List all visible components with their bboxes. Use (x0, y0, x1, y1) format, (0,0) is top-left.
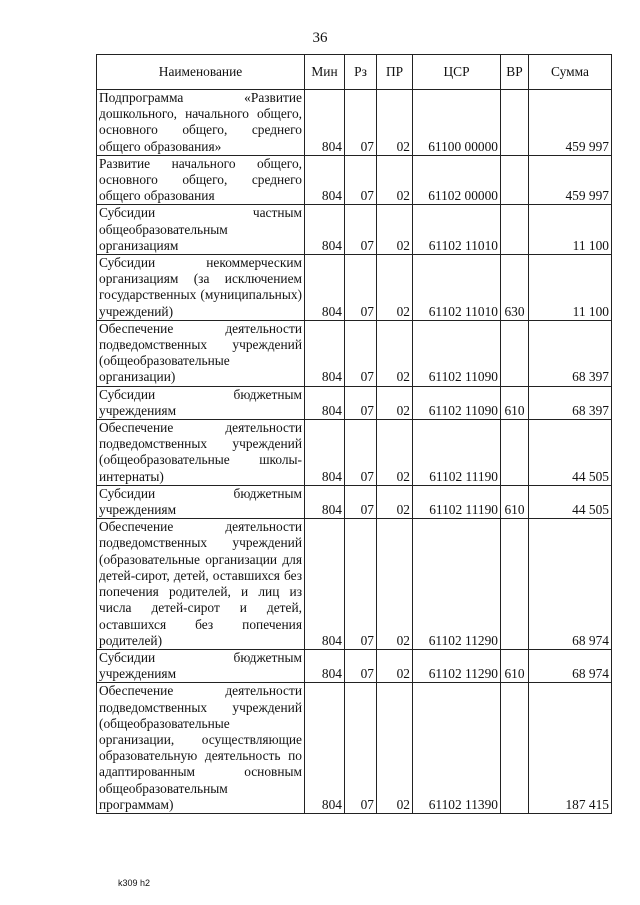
cell-pr: 02 (377, 485, 413, 518)
table-header-row (97, 55, 612, 90)
cell-sum: 68 397 (529, 386, 612, 419)
cell-rz: 07 (345, 420, 377, 486)
cell-rz: 07 (345, 255, 377, 321)
header-rz: Рз (345, 55, 377, 90)
cell-vr (501, 205, 529, 255)
cell-csr: 61102 11010 (413, 205, 501, 255)
cell-sum: 44 505 (529, 485, 612, 518)
cell-csr: 61100 00000 (413, 90, 501, 156)
table-row (97, 320, 612, 386)
cell-sum: 68 397 (529, 320, 612, 386)
cell-rz: 07 (345, 155, 377, 205)
cell-min: 804 (305, 155, 345, 205)
cell-rz: 07 (345, 386, 377, 419)
cell-sum: 68 974 (529, 519, 612, 650)
cell-vr (501, 420, 529, 486)
header-csr: ЦСР (413, 55, 501, 90)
cell-vr: 610 (501, 485, 529, 518)
table-row (97, 90, 612, 156)
header-vr: ВР (501, 55, 529, 90)
cell-vr (501, 320, 529, 386)
cell-csr: 61102 11290 (413, 649, 501, 682)
table-row (97, 420, 612, 486)
cell-sum: 68 974 (529, 649, 612, 682)
cell-pr: 02 (377, 683, 413, 814)
table-row (97, 255, 612, 321)
cell-csr: 61102 11190 (413, 485, 501, 518)
cell-pr: 02 (377, 420, 413, 486)
cell-pr: 02 (377, 90, 413, 156)
cell-name: Обеспечение деятельности подведомственных учреждений (общеобразовательные организации, осуществляющие образовательную деятельность по адаптированным основным общеобразовательным программам) (97, 683, 305, 814)
cell-csr: 61102 11090 (413, 320, 501, 386)
cell-min: 804 (305, 386, 345, 419)
cell-pr: 02 (377, 155, 413, 205)
cell-sum: 459 997 (529, 90, 612, 156)
table-row (97, 683, 612, 814)
table-row (97, 649, 612, 682)
page-number: 36 (312, 30, 328, 46)
cell-name: Подпрограмма «Развитие дошкольного, начального общего, основного общего, среднего общего образования» (97, 90, 305, 156)
cell-rz: 07 (345, 649, 377, 682)
cell-min: 804 (305, 519, 345, 650)
cell-name: Развитие начального общего, основного общего, среднего общего образования (97, 155, 305, 205)
cell-min: 804 (305, 205, 345, 255)
cell-vr (501, 519, 529, 650)
cell-sum: 11 100 (529, 255, 612, 321)
cell-csr: 61102 11390 (413, 683, 501, 814)
cell-vr (501, 90, 529, 156)
cell-vr (501, 155, 529, 205)
cell-csr: 61102 00000 (413, 155, 501, 205)
cell-min: 804 (305, 420, 345, 486)
cell-name: Обеспечение деятельности подведомственных учреждений (общеобразовательные организации) (97, 320, 305, 386)
cell-sum: 44 505 (529, 420, 612, 486)
cell-min: 804 (305, 649, 345, 682)
footer-code: k309 h2 (118, 878, 151, 888)
cell-name: Субсидии бюджетным учреждениям (97, 649, 305, 682)
cell-sum: 187 415 (529, 683, 612, 814)
cell-csr: 61102 11090 (413, 386, 501, 419)
cell-name: Субсидии частным общеобразовательным организациям (97, 205, 305, 255)
table-row (97, 485, 612, 518)
cell-pr: 02 (377, 386, 413, 419)
cell-rz: 07 (345, 205, 377, 255)
budget-table (96, 54, 612, 814)
cell-name: Субсидии бюджетным учреждениям (97, 386, 305, 419)
cell-name: Субсидии бюджетным учреждениям (97, 485, 305, 518)
cell-pr: 02 (377, 255, 413, 321)
header-name: Наименование (97, 55, 305, 90)
cell-vr: 630 (501, 255, 529, 321)
cell-rz: 07 (345, 90, 377, 156)
table-row (97, 519, 612, 650)
cell-vr: 610 (501, 649, 529, 682)
cell-pr: 02 (377, 320, 413, 386)
cell-pr: 02 (377, 205, 413, 255)
cell-vr (501, 683, 529, 814)
header-sum: Сумма (529, 55, 612, 90)
cell-name: Субсидии некоммерческим организациям (за исключением государственных (муниципальных) учреждений) (97, 255, 305, 321)
cell-name: Обеспечение деятельности подведомственных учреждений (общеобразовательные школы-интернаты) (97, 420, 305, 486)
cell-csr: 61102 11290 (413, 519, 501, 650)
cell-rz: 07 (345, 485, 377, 518)
cell-rz: 07 (345, 519, 377, 650)
table-body (97, 90, 612, 814)
cell-min: 804 (305, 320, 345, 386)
cell-csr: 61102 11190 (413, 420, 501, 486)
cell-rz: 07 (345, 683, 377, 814)
header-min: Мин (305, 55, 345, 90)
cell-min: 804 (305, 683, 345, 814)
cell-min: 804 (305, 255, 345, 321)
table-row (97, 386, 612, 419)
cell-pr: 02 (377, 519, 413, 650)
table-row (97, 155, 612, 205)
table-row (97, 205, 612, 255)
header-pr: ПР (377, 55, 413, 90)
cell-sum: 11 100 (529, 205, 612, 255)
cell-min: 804 (305, 485, 345, 518)
cell-min: 804 (305, 90, 345, 156)
cell-name: Обеспечение деятельности подведомственных учреждений (образовательные организации для детей-сирот, детей, оставшихся без попечения родителей, и лиц из числа детей-сирот и детей, оставшихся без попечения родителей) (97, 519, 305, 650)
cell-sum: 459 997 (529, 155, 612, 205)
cell-vr: 610 (501, 386, 529, 419)
cell-csr: 61102 11010 (413, 255, 501, 321)
cell-pr: 02 (377, 649, 413, 682)
cell-rz: 07 (345, 320, 377, 386)
